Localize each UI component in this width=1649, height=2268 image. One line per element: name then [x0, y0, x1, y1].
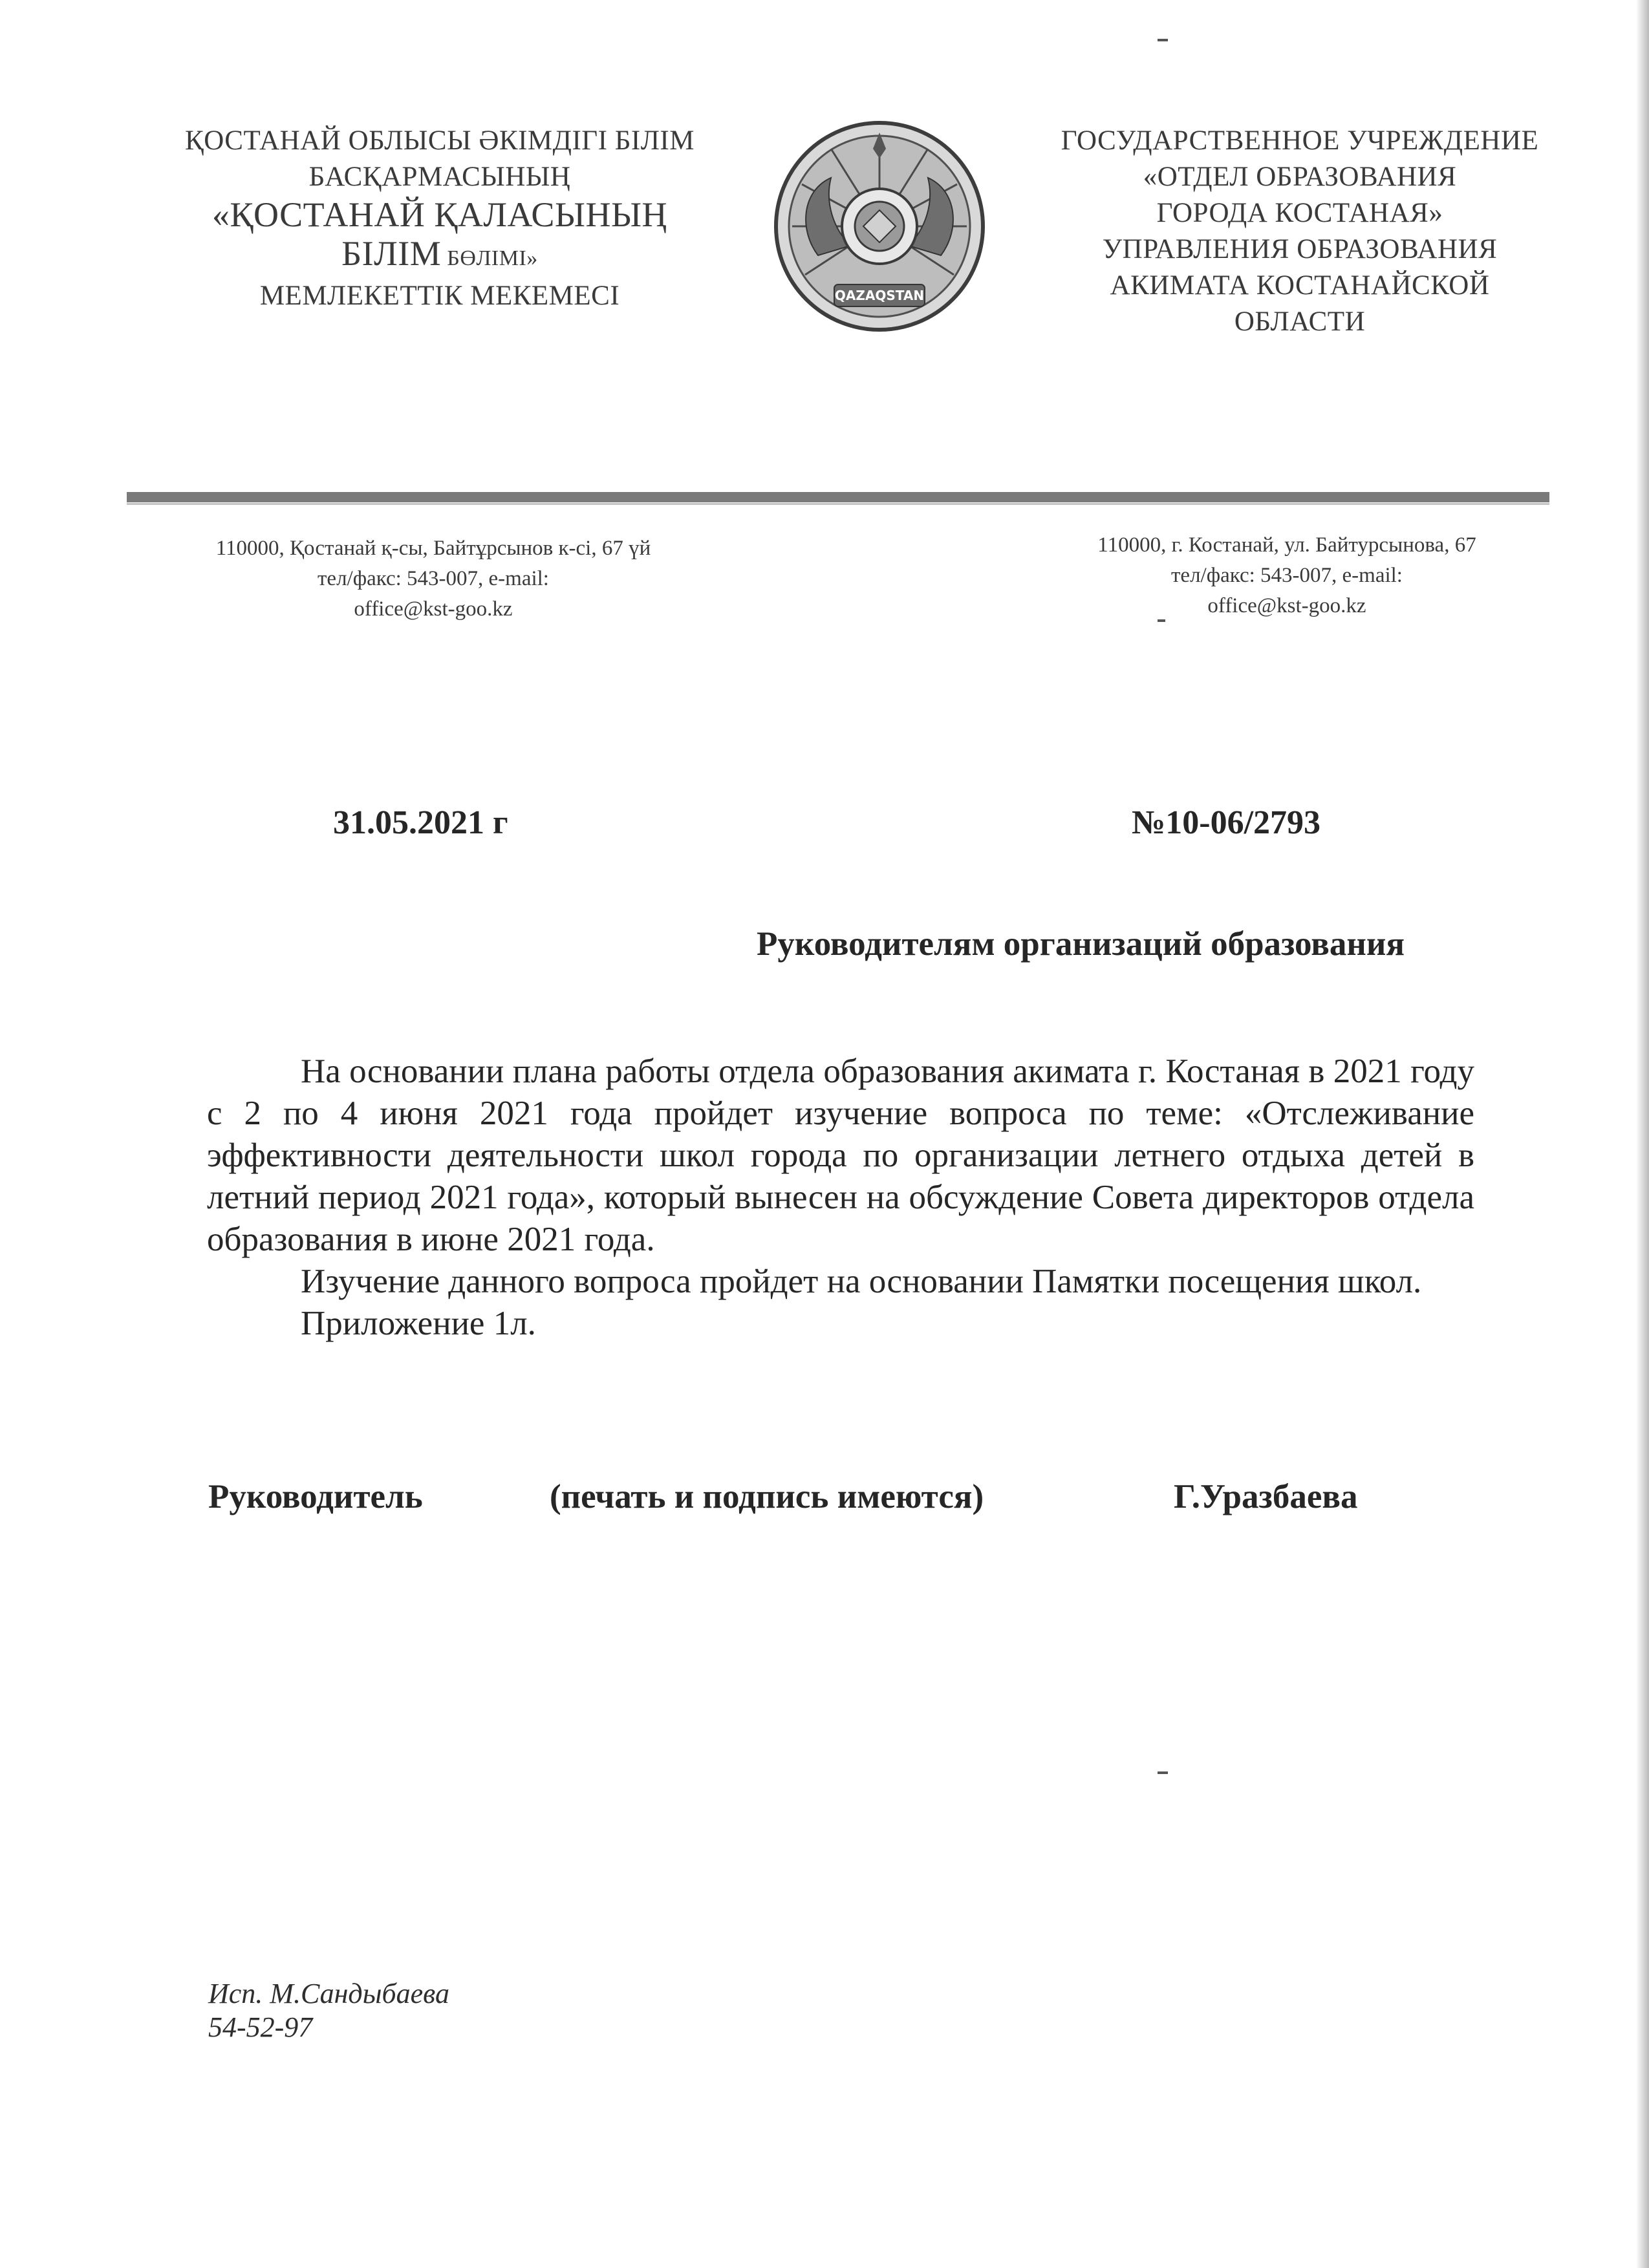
address-right-line2: тел/факс: 543-007, e-mail:	[1171, 564, 1403, 587]
signature-title: Руководитель	[208, 1478, 423, 1515]
header-right-line1: ГОСУДАРСТВЕННОЕ УЧРЕЖДЕНИЕ	[1061, 125, 1539, 156]
scan-speck	[1158, 619, 1165, 622]
letter-body	[207, 1051, 1474, 1345]
state-emblem	[773, 120, 986, 333]
document-number: №10-06/2793	[1132, 804, 1321, 841]
address-right-line1: 110000, г. Костанай, ул. Байтурсынова, 67	[1097, 533, 1476, 557]
scan-speck	[1158, 39, 1168, 41]
header-divider-edge	[127, 503, 1549, 505]
header-right-line6: ОБЛАСТИ	[1234, 306, 1366, 337]
address-left	[123, 533, 744, 625]
address-left-line2: тел/факс: 543-007, e-mail:	[318, 567, 549, 590]
scan-speck	[1158, 1771, 1168, 1774]
state-emblem-kazakhstan-icon	[773, 120, 986, 333]
header-right-line3: ГОРОДА КОСТАНАЯ»	[1156, 198, 1443, 228]
address-right	[1028, 530, 1546, 621]
document-date: 31.05.2021 г	[333, 804, 508, 841]
header-right-line2: «ОТДЕЛ ОБРАЗОВАНИЯ	[1143, 162, 1457, 192]
header-right-line5: АКИМАТА КОСТАНАЙСКОЙ	[1110, 270, 1490, 301]
header-left-line4	[110, 234, 770, 278]
emblem-text: QAZAQSTAN	[834, 288, 925, 303]
header-divider	[127, 492, 1549, 502]
header-left-line5: МЕМЛЕКЕТТІК МЕКЕМЕСІ	[259, 281, 620, 311]
body-paragraph-3: Приложение 1л.	[301, 1305, 536, 1342]
address-right-line3: office@kst-goo.kz	[1207, 594, 1366, 617]
executor-name: Исп. М.Сандыбаева	[208, 1978, 449, 2009]
header-left-line4-small: БӨЛІМІ»	[441, 246, 538, 270]
executor-phone: 54-52-97	[208, 2011, 313, 2043]
signature-note: (печать и подпись имеются)	[550, 1478, 984, 1515]
address-left-line3: office@kst-goo.kz	[354, 597, 513, 621]
addressee: Руководителям организаций образования	[757, 925, 1405, 963]
header-left-line4-main: БІЛІМ	[341, 234, 442, 273]
header-left	[110, 123, 770, 314]
header-left-line2: БАСҚАРМАСЫНЫҢ	[308, 162, 571, 192]
body-paragraph-1: На основании плана работы отдела образования акимата г. Костаная в 2021 году с 2 по 4 июня 2021 года пройдет изучение вопроса по теме: «Отслеживание эффективности деятельности школ города по организации летнего отдыха детей в летний период 2021 года», который вынесен на обсуждение Совета директоров отдела образования в июне 2021 года.	[207, 1053, 1474, 1258]
body-paragraph-2: Изучение данного вопроса пройдет на основании Памятки посещения школ.	[301, 1263, 1422, 1300]
header-left-line1: ҚОСТАНАЙ ОБЛЫСЫ ӘКІМДІГІ БІЛІМ	[185, 125, 695, 156]
address-left-line1: 110000, Қостанай қ-сы, Байтұрсынов к-сі, 67 үй	[215, 537, 651, 560]
scan-edge-shadow	[1636, 0, 1649, 2268]
header-left-line3: «ҚОСТАНАЙ ҚАЛАСЫНЫҢ	[211, 195, 668, 234]
signature-name: Г.Уразбаева	[1174, 1478, 1358, 1515]
header-right-line4: УПРАВЛЕНИЯ ОБРАЗОВАНИЯ	[1102, 234, 1498, 264]
header-right	[1009, 123, 1591, 340]
